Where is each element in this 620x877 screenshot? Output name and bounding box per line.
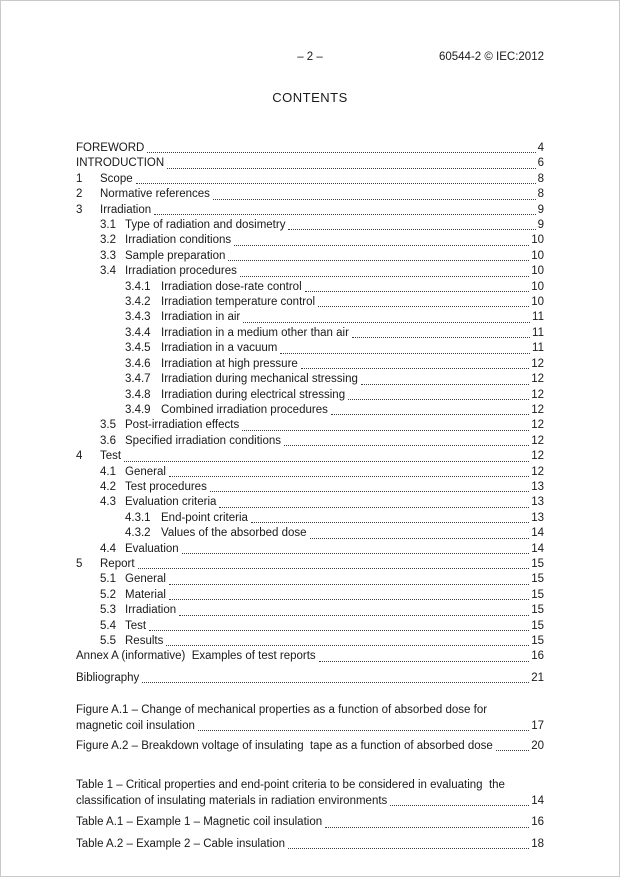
toc-page-ref: 8 <box>537 188 544 201</box>
toc-page-ref: 12 <box>531 434 544 447</box>
toc-entry-number: 3.5 <box>100 419 116 432</box>
toc-leader-dots <box>198 730 529 731</box>
toc-entry-number: 4.4 <box>100 542 116 555</box>
toc-page-ref: 10 <box>531 280 544 293</box>
toc-entry <box>76 218 544 233</box>
toc-entry-line <box>100 480 544 495</box>
toc-entry-number: 3.3 <box>100 249 116 262</box>
toc-entry-line <box>76 671 544 686</box>
toc-entry <box>76 156 544 171</box>
toc-leader-dots <box>251 522 529 523</box>
toc-page-ref: 15 <box>531 619 544 632</box>
toc-leader-dots <box>169 599 529 600</box>
toc-entry <box>76 526 544 541</box>
toc-leader-dots <box>213 199 536 200</box>
toc-leader-dots <box>243 322 530 323</box>
toc-entry-label: Post-irradiation effects <box>125 419 240 432</box>
toc-entry-line <box>125 388 544 403</box>
toc-entry-line <box>76 719 544 734</box>
toc-entry <box>76 372 544 387</box>
toc-entry-line <box>76 449 544 464</box>
toc-entry-number: 3.6 <box>100 434 116 447</box>
toc-entry-line <box>100 634 544 649</box>
toc-leader-dots <box>210 491 529 492</box>
toc-entry <box>76 603 544 618</box>
toc-entry-label: Table A.2 – Example 2 – Cable insulation <box>76 837 286 850</box>
toc-entry-text-line1: Table 1 – Critical properties and end-point criteria to be considered in evaluating the <box>76 779 505 792</box>
toc-entry-label: INTRODUCTION <box>76 157 165 170</box>
toc-entry-line <box>100 588 544 603</box>
toc-entry-number: 4.3.2 <box>125 527 151 540</box>
toc-entry <box>76 141 544 156</box>
toc-entry-number: 5 <box>76 557 83 570</box>
toc-entry-line <box>125 326 544 341</box>
toc-page-ref: 18 <box>531 837 544 850</box>
document-reference: 60544-2 © IEC:2012 <box>438 51 544 63</box>
toc-page-ref: 16 <box>531 816 544 829</box>
toc-leader-dots <box>142 682 529 683</box>
toc-entry-number: 5.1 <box>100 573 116 586</box>
toc-leader-dots <box>242 430 529 431</box>
toc-page-ref: 15 <box>531 604 544 617</box>
toc-leader-dots <box>169 584 529 585</box>
toc-page-ref: 15 <box>531 635 544 647</box>
toc-entry-line <box>100 434 544 449</box>
toc-list <box>76 141 544 686</box>
toc-entry-text-line1: Figure A.1 – Change of mechanical properties as a function of absorbed dose for <box>76 704 488 717</box>
toc-leader-dots <box>167 168 535 169</box>
page-header <box>76 51 544 66</box>
toc-leader-dots <box>352 337 530 338</box>
toc-entry-line <box>125 526 544 541</box>
toc-entry <box>76 341 544 356</box>
toc-entry-number: 3.4.1 <box>125 280 151 293</box>
toc-entry-label: FOREWORD <box>76 142 145 154</box>
toc-entry-number: 5.2 <box>100 588 116 601</box>
toc-entry <box>76 434 544 449</box>
toc-page-ref: 12 <box>531 419 544 432</box>
toc-entry <box>76 542 544 557</box>
toc-entry-number: 4.3.1 <box>125 511 151 524</box>
toc-entry-label: Combined irradiation procedures <box>161 403 328 416</box>
toc-entry-label: Irradiation temperature control <box>161 296 316 309</box>
toc-leader-dots <box>496 750 529 751</box>
toc-entry-number: 5.3 <box>100 604 116 617</box>
toc-entry-number: 3.4.8 <box>125 388 151 401</box>
toc-entry-label: Irradiation in a vacuum <box>161 342 278 355</box>
toc-page-ref: 13 <box>531 496 544 509</box>
toc-entry-line <box>76 156 544 171</box>
toc-entry-line <box>100 465 544 480</box>
toc-entry-number: 3.4.6 <box>125 357 151 370</box>
toc-leader-dots <box>319 661 530 662</box>
toc-entry <box>76 634 544 649</box>
toc-page-ref: 12 <box>531 357 544 370</box>
toc-entry <box>76 326 544 341</box>
toc-entry-line <box>100 233 544 248</box>
toc-page-ref: 12 <box>531 465 544 478</box>
toc-leader-dots <box>240 276 529 277</box>
toc-page-ref: 6 <box>537 157 544 170</box>
toc-entry-number: 3.4.5 <box>125 342 151 355</box>
toc-entry-number: 5.4 <box>100 619 116 632</box>
toc-entry-label: Material <box>125 588 166 601</box>
toc-entry-line <box>100 218 544 233</box>
table-list <box>76 778 544 852</box>
toc-entry <box>76 778 544 809</box>
toc-page-ref: 12 <box>531 403 544 416</box>
toc-page-ref: 9 <box>537 219 544 232</box>
toc-entry-number: 3.4.3 <box>125 311 151 324</box>
toc-entry-label: General <box>125 573 166 586</box>
toc-page-ref: 20 <box>531 740 544 753</box>
toc-entry <box>76 557 544 572</box>
toc-entry <box>76 588 544 603</box>
toc-entry-number: 3.4.4 <box>125 326 151 339</box>
toc-entry <box>76 295 544 310</box>
toc-entry-number: 3.4.7 <box>125 373 151 386</box>
toc-entry-label: Bibliography <box>76 671 140 684</box>
toc-entry-label: Results <box>125 635 164 647</box>
toc-entry-line <box>76 739 544 754</box>
toc-entry-label: Irradiation <box>125 604 177 617</box>
toc-entry-label: Normative references <box>100 188 210 201</box>
contents-title: CONTENTS <box>272 90 348 105</box>
toc-entry-label: End-point criteria <box>161 511 248 524</box>
toc-page-ref: 8 <box>537 172 544 185</box>
toc-page-ref: 12 <box>531 373 544 386</box>
toc-entry-label: Annex A (informative) Examples of test reports <box>76 650 316 663</box>
toc-page-ref: 17 <box>531 719 544 732</box>
toc-entry <box>76 619 544 634</box>
toc-leader-dots <box>219 507 529 508</box>
toc-entry-number: 4.1 <box>100 465 116 478</box>
toc-entry <box>76 357 544 372</box>
toc-entry-number: 3 <box>76 203 83 216</box>
toc-page-ref: 10 <box>531 265 544 278</box>
toc-entry-label: Irradiation at high pressure <box>161 357 298 370</box>
toc-leader-dots <box>138 568 530 569</box>
toc-entry-line <box>100 619 544 634</box>
toc-entry-line <box>125 511 544 526</box>
toc-entry-line <box>100 542 544 557</box>
toc-entry-line <box>125 403 544 418</box>
toc-entry-line <box>76 815 544 830</box>
toc-leader-dots <box>305 291 530 292</box>
toc-leader-dots <box>147 152 535 153</box>
toc-entry-label: Test procedures <box>125 480 207 493</box>
toc-entry <box>76 203 544 218</box>
toc-entry-line <box>100 495 544 510</box>
toc-page-ref: 4 <box>537 142 544 154</box>
toc-entry-label: Irradiation <box>100 203 152 216</box>
toc-entry-line <box>76 649 544 664</box>
toc-entry-label: Irradiation procedures <box>125 265 237 278</box>
toc-entry-line <box>125 310 544 325</box>
toc-entry-label: Type of radiation and dosimetry <box>125 219 286 232</box>
toc-entry-label: Irradiation in air <box>161 311 241 324</box>
toc-leader-dots <box>325 827 529 828</box>
toc-entry-number: 3.2 <box>100 234 116 247</box>
toc-page-ref: 11 <box>532 326 544 339</box>
toc-entry-label: Evaluation criteria <box>125 496 217 509</box>
toc-page-ref: 15 <box>531 557 544 570</box>
toc-leader-dots <box>331 414 529 415</box>
toc-leader-dots <box>390 805 529 806</box>
toc-entry-line <box>76 557 544 572</box>
toc-entry-number: 4.3 <box>100 496 116 509</box>
toc-entry <box>76 249 544 264</box>
toc-entry-number: 3.1 <box>100 219 116 232</box>
toc-entry-line <box>125 372 544 387</box>
toc-entry-label: Irradiation during mechanical stressing <box>161 373 358 386</box>
toc-entry-label: Irradiation during electrical stressing <box>161 388 346 401</box>
toc-entry-line <box>76 141 544 156</box>
toc-leader-dots <box>318 306 529 307</box>
toc-entry-label: Scope <box>100 172 133 185</box>
toc-entry <box>76 703 544 734</box>
toc-entry <box>76 187 544 202</box>
toc-page-ref: 15 <box>531 573 544 586</box>
toc-entry-line <box>100 264 544 279</box>
toc-entry <box>76 511 544 526</box>
toc-page-ref: 15 <box>531 588 544 601</box>
toc-entry-line <box>125 280 544 295</box>
toc-page-ref: 10 <box>531 234 544 247</box>
toc-entry <box>76 649 544 664</box>
toc-leader-dots <box>124 461 529 462</box>
toc-page-ref: 14 <box>531 542 544 555</box>
toc-leader-dots <box>288 848 529 849</box>
toc-entry <box>76 280 544 295</box>
toc-entry <box>76 388 544 403</box>
toc-entry-line <box>76 837 544 852</box>
toc-page-ref: 11 <box>532 311 544 324</box>
toc-entry <box>76 837 544 852</box>
toc-page-ref: 11 <box>532 342 544 355</box>
toc-leader-dots <box>310 538 530 539</box>
toc-leader-dots <box>361 384 529 385</box>
toc-page-ref: 21 <box>531 671 544 684</box>
toc-entry-line <box>100 572 544 587</box>
toc-entry-line <box>76 187 544 202</box>
toc-entry-line <box>125 341 544 356</box>
toc-leader-dots <box>280 353 530 354</box>
toc-entry-label: Test <box>125 619 147 632</box>
toc-page-ref: 16 <box>531 650 544 663</box>
toc-page-ref: 12 <box>531 388 544 401</box>
toc-entry <box>76 403 544 418</box>
toc-entry <box>76 465 544 480</box>
toc-entry-label: General <box>125 465 166 478</box>
toc-leader-dots <box>348 399 529 400</box>
toc-entry-line <box>100 603 544 618</box>
toc-entry-line <box>76 794 544 809</box>
toc-entry-label: Irradiation in a medium other than air <box>161 326 349 339</box>
toc-entry-line <box>76 172 544 187</box>
toc-entry-label: Values of the absorbed dose <box>161 527 307 540</box>
toc-leader-dots <box>149 630 529 631</box>
toc-entry-number: 4.2 <box>100 480 116 493</box>
toc-entry-line <box>125 295 544 310</box>
toc-leader-dots <box>136 183 536 184</box>
toc-leader-dots <box>169 476 529 477</box>
toc-entry-label: classification of insulating materials in radiation environments <box>76 794 388 807</box>
toc-leader-dots <box>228 260 529 261</box>
toc-entry-line <box>100 249 544 264</box>
toc-entry-number: 2 <box>76 188 83 201</box>
toc-entry-label: Evaluation <box>125 542 179 555</box>
toc-entry-label: Specified irradiation conditions <box>125 434 281 447</box>
toc-entry-label: Irradiation conditions <box>125 234 232 247</box>
toc-entry <box>76 495 544 510</box>
toc-entry <box>76 572 544 587</box>
toc-leader-dots <box>234 245 529 246</box>
toc-entry <box>76 264 544 279</box>
toc-entry-label: magnetic coil insulation <box>76 719 195 732</box>
toc-entry-label: Test <box>100 450 122 463</box>
toc-entry <box>76 739 544 754</box>
toc-entry <box>76 480 544 495</box>
toc-entry-label: Sample preparation <box>125 249 226 262</box>
toc-entry-line <box>76 203 544 218</box>
toc-entry-number: 3.4.9 <box>125 403 151 416</box>
toc-entry <box>76 310 544 325</box>
toc-leader-dots <box>154 214 535 215</box>
toc-entry <box>76 449 544 464</box>
toc-entry-label: Figure A.2 – Breakdown voltage of insulating tape as a function of absorbed dose <box>76 740 493 753</box>
toc-entry-number: 4 <box>76 450 83 463</box>
toc-entry <box>76 233 544 248</box>
toc-entry <box>76 815 544 830</box>
toc-entry <box>76 172 544 187</box>
toc-leader-dots <box>288 229 535 230</box>
toc-entry-number: 3.4.2 <box>125 296 151 309</box>
toc-entry-number: 5.5 <box>100 635 116 647</box>
toc-leader-dots <box>179 615 529 616</box>
page-number: – 2 – <box>297 51 323 63</box>
toc-entry-label: Report <box>100 557 135 570</box>
toc-page-ref: 12 <box>531 450 544 463</box>
toc-page-ref: 14 <box>531 794 544 807</box>
toc-page-ref: 10 <box>531 249 544 262</box>
toc-page-ref: 9 <box>537 203 544 216</box>
toc-page-ref: 13 <box>531 511 544 524</box>
toc-leader-dots <box>166 645 529 646</box>
toc-entry <box>76 418 544 433</box>
toc-entry-number: 3.4 <box>100 265 116 278</box>
toc-leader-dots <box>284 445 529 446</box>
toc-entry <box>76 671 544 686</box>
toc-entry-line <box>125 357 544 372</box>
toc-leader-dots <box>301 368 529 369</box>
toc-entry-number: 1 <box>76 172 83 185</box>
toc-page-ref: 10 <box>531 296 544 309</box>
toc-page-ref: 14 <box>531 527 544 540</box>
toc-entry-label: Irradiation dose-rate control <box>161 280 302 293</box>
toc-leader-dots <box>182 553 529 554</box>
toc-page-ref: 13 <box>531 480 544 493</box>
toc-entry-label: Table A.1 – Example 1 – Magnetic coil insulation <box>76 816 323 829</box>
figure-list <box>76 703 544 754</box>
toc-entry-line <box>100 418 544 433</box>
